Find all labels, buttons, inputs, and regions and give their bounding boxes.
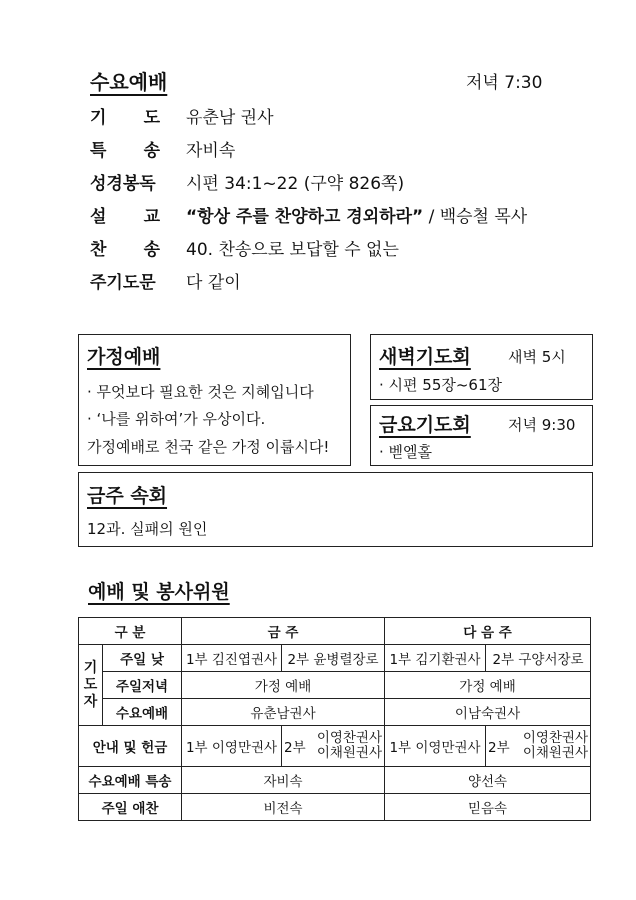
cell-next-sunday-1: 1부 김기환권사 — [385, 645, 486, 672]
family-line-2: · ‘나를 위하여’가 우상이다. — [87, 410, 266, 428]
cell-next-fellowship-meal: 믿음속 — [385, 794, 591, 821]
cell-this-guide-2: 2부 이영찬권사 이채원권사 — [282, 726, 385, 767]
family-worship-box — [78, 334, 351, 466]
dawn-prayer-box — [370, 334, 593, 400]
friday-prayer-time: 저녁 9:30 — [508, 416, 576, 434]
cell-this-guide-1: 1부 이영만권사 — [182, 726, 282, 767]
cell-meeting-title: 금주 속회 — [87, 485, 168, 507]
duty-title: 예배 및 봉사위원 — [88, 581, 230, 603]
cell-next-guide-2: 2부 이영찬권사 이채원권사 — [486, 726, 591, 767]
duty-header-this-week: 금 주 — [182, 618, 385, 645]
dawn-prayer-line: · 시편 55장~61장 — [379, 376, 503, 394]
cell-next-sunday-evening: 가정 예배 — [385, 672, 591, 699]
cell-next-sunday-2: 2부 구양서장로 — [486, 645, 591, 672]
friday-prayer-box — [370, 405, 593, 466]
row-label-guide-offering: 안내 및 헌금 — [79, 726, 182, 767]
wednesday-time: 저녁 7:30 — [466, 73, 543, 93]
row-label-special-song: 수요예배 특송 — [79, 767, 182, 794]
duty-header-category: 구 분 — [79, 618, 182, 645]
friday-prayer-line: · 벧엘홀 — [379, 443, 433, 461]
cell-this-wednesday: 유춘남권사 — [182, 699, 385, 726]
cell-this-sunday-evening: 가정 예배 — [182, 672, 385, 699]
sermon-preacher: / 백승철 목사 — [423, 207, 528, 227]
dawn-prayer-time: 새벽 5시 — [508, 348, 566, 366]
family-worship-title: 가정예배 — [87, 346, 161, 368]
family-line-3: 가정예배로 천국 같은 가정 이룹시다! — [87, 438, 330, 456]
cell-next-guide-1: 1부 이영만권사 — [385, 726, 486, 767]
row-label-sunday-day: 주일 낮 — [103, 645, 182, 672]
family-line-1: · 무엇보다 필요한 것은 지혜입니다 — [87, 383, 314, 401]
cell-meeting-box — [78, 472, 593, 547]
row-label-sunday-evening: 주일저녁 — [103, 672, 182, 699]
wednesday-title: 수요예배 — [90, 70, 168, 94]
cell-this-sunday-1: 1부 김진엽권사 — [182, 645, 282, 672]
duty-table — [78, 617, 591, 821]
cell-meeting-line: 12과. 실패의 원인 — [87, 520, 208, 538]
cell-next-wednesday: 이남숙권사 — [385, 699, 591, 726]
row-label-wednesday: 수요예배 — [103, 699, 182, 726]
prayer-group-label: 기 도 자 — [79, 645, 103, 726]
cell-this-sunday-2: 2부 윤병렬장로 — [282, 645, 385, 672]
friday-prayer-title: 금요기도회 — [379, 414, 471, 436]
cell-this-fellowship-meal: 비전속 — [182, 794, 385, 821]
duty-header-next-week: 다 음 주 — [385, 618, 591, 645]
cell-this-special-song: 자비속 — [182, 767, 385, 794]
sermon-title: “항상 주를 찬양하고 경외하라” — [186, 207, 424, 227]
cell-next-special-song: 양선속 — [385, 767, 591, 794]
row-label-fellowship-meal: 주일 애찬 — [79, 794, 182, 821]
dawn-prayer-title: 새벽기도회 — [379, 346, 471, 368]
